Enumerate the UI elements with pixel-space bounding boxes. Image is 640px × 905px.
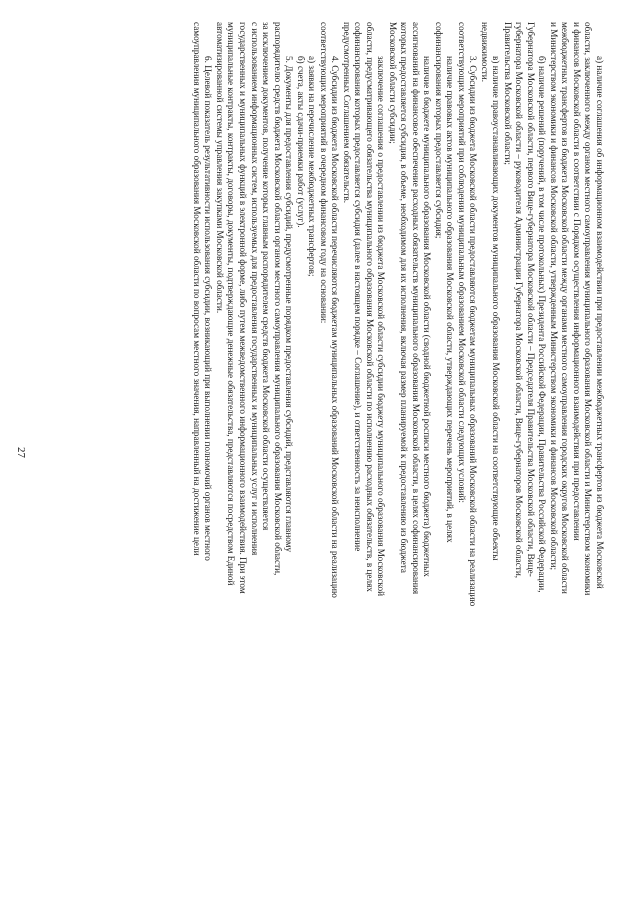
paragraph-section-4: 4. Субсидии из бюджета Московской области перечисляются бюджетам муниципальных образований Московской области на реализацию соответствующих мероприятий в очередном финансовом году на основании: — [318, 22, 341, 598]
paragraph-condition-a: а) наличие соглашения об информационном взаимодействии при предоставлении межбюджетных трансфертов из бюджета Московской области, заключенного между органом местного самоуправления муниципального образования Московской области и Министерством экономики и финансов Московской области в соответствии с Порядком осуществления информационного взаимодействия при предоставлении межбюджетных трансфертов из бюджета Московской области между органами местного самоуправления городских округов Московской области и Министерством экономики и финансов Московской области, утвержденным Министерством экономики и финансов Московской области; — [548, 22, 605, 596]
paragraph-condition-b: б) наличие решений (поручений, в том числе протокольных) Президента Российской Федерации, Правительства Российской Федерации, Губернатора Московской области, первого Вице-губернатора Московской области – Председателя Правительства Московской области, Вице- губернатора Московской области – руководителя Администрации Губернатора Московской области, Вице-губернаторов Московской области, Правительства Московской области; — [502, 22, 548, 593]
paragraph-condition-c: в) наличие правоустанавливающих документов муниципального образования Московской области на соответствующие объекты недвижимости. — [479, 22, 502, 561]
paragraph-legal-acts: наличие правовых актов муниципального образования Московской области, утверждающих перечень мероприятий, в целях софинансирования которых предоставляется субсидия; — [433, 22, 456, 543]
page-number: 27 — [15, 447, 27, 458]
paragraph-section-4a: а) заявки на перечисление межбюджетных трансфертов; — [307, 56, 318, 277]
document-body — [65, 22, 605, 883]
paragraph-budget-allocations: наличие в бюджете муниципального образования Московской области (сводной бюджетной росписи местного бюджета) бюджетных ассигнований на финансовое обеспечение расходных обязательств муниципального образования Московской области, в целях софинансирования которых предоставляется субсидия, в объеме, необходимом для их исполнения, включая размер планируемой к предоставлению из бюджета Московской области субсидии; — [387, 22, 433, 595]
paragraph-section-6: 6. Целевой показатель результативности использования субсидии, возникающий при выполнении полномочий органов местного самоуправления муниципального образования Московской области по вопросам местного значения, направленный на достижение цели — [191, 22, 214, 561]
paragraph-section-5: 5. Документы для предоставления субсидий, предусмотренные порядком предоставления субсидий, представляются главному распорядителю средств бюджета Московской области органом местного самоуправления муниципального образования Московской области, за исключением документов, получение которых главным распорядителем средств бюджета Московской области осуществляется с использованием информационных систем, используемых для предоставления государственных и муниципальных услуг и исполнения государственных и муниципальных функций в электронной форме, либо путем межведомственного информационного взаимодействия. При этом муниципальные контракты, контракты, договоры, документы, подтверждающие денежные обязательства, представляются посредством Единой автоматизированной системы управления закупками Московской области. — [214, 22, 295, 594]
paragraph-section-4b: б) счета, акты сдачи-приемки работ (услуг). — [295, 56, 306, 228]
paragraph-agreement: заключение соглашения о предоставлении из бюджета Московской области субсидии бюджету муниципального образования Московской области, предусматривающего обязательства муниципального образования Московской области по исполнению расходных обязательств, в целях софинансирования которых предоставляется субсидия (далее в настоящем порядке – Соглашение), и ответственность за неисполнение предусмотренных Соглашением обязательств. — [341, 22, 387, 597]
paragraph-section-3: 3. Субсидии из бюджета Московской области предоставляются бюджетам муниципальных образований Московской области на реализацию соответствующих мероприятий при соблюдении муниципальным образованием Московской области следующих условий: — [456, 22, 479, 607]
